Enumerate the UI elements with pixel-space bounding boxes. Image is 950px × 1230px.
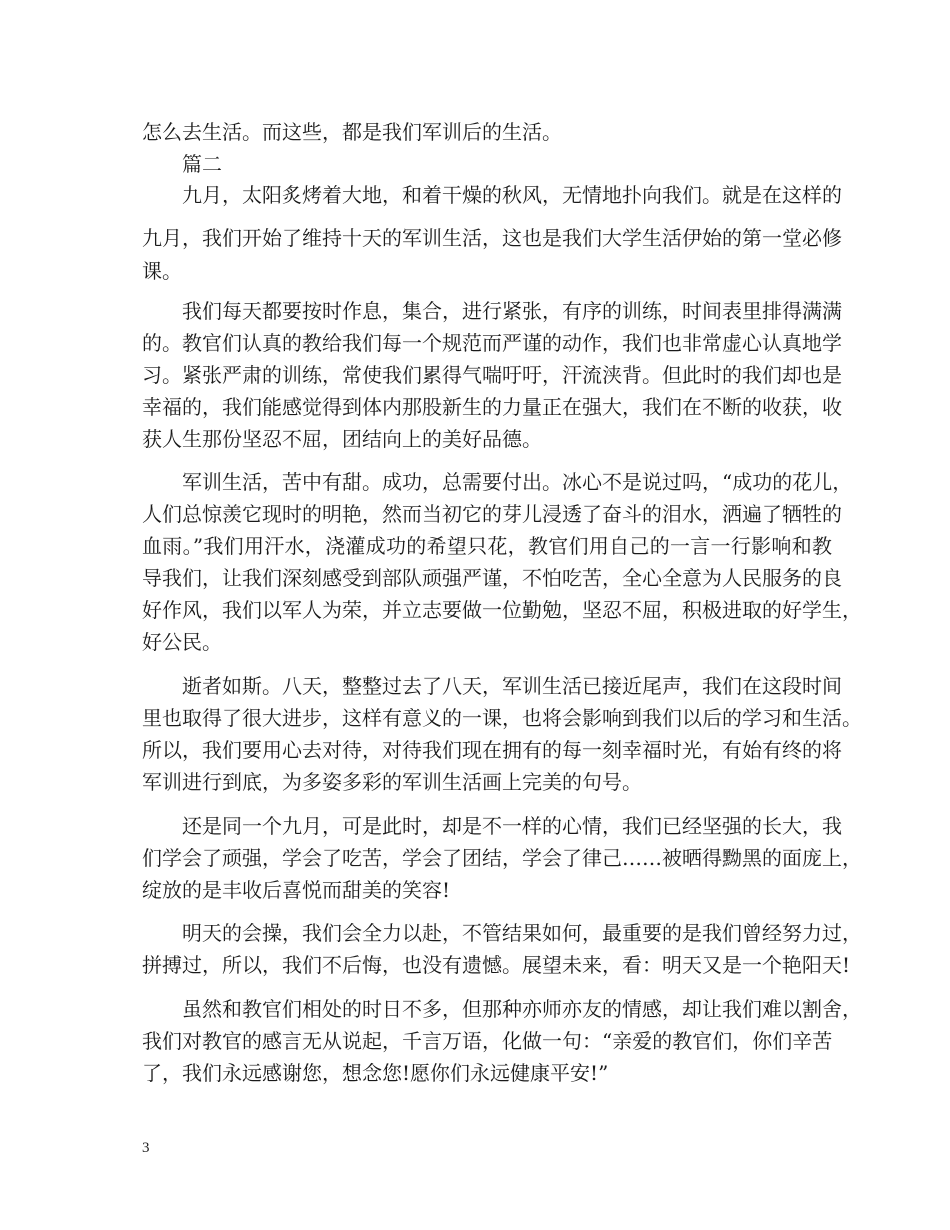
text-line: 里也取得了很大进步，这样有意义的一课，也将会影响到我们以后的学习和生活。 xyxy=(142,706,862,730)
text-line: 人们总惊羡它现时的明艳，然而当初它的芽儿浸透了奋斗的泪水，洒遍了牺牲的 xyxy=(142,502,842,526)
text-line: 导我们，让我们深刻感受到部队顽强严谨，不怕吃苦，全心全意为人民服务的良 xyxy=(142,566,842,590)
text-line: 获人生那份坚忍不屈，团结向上的美好品德。 xyxy=(142,427,542,451)
text-line: 血雨。”我们用汗水，浇灌成功的希望只花，教官们用自己的一言一行影响和教 xyxy=(142,534,832,558)
text-line: 虽然和教官们相处的时日不多，但那种亦师亦友的情感，却让我们难以割舍， xyxy=(182,997,862,1021)
text-line: 军训进行到底，为多姿多彩的军训生活画上完美的句号。 xyxy=(142,770,642,794)
text-line: 绽放的是丰收后喜悦而甜美的笑容! xyxy=(142,878,451,902)
text-line: 的。教官们认真的教给我们每一个规范而严谨的动作，我们也非常虚心认真地学 xyxy=(142,331,842,355)
text-line: 所以，我们要用心去对待，对待我们现在拥有的每一刻幸福时光，有始有终的将 xyxy=(142,738,842,762)
text-line: 还是同一个九月，可是此时，却是不一样的心情，我们已经坚强的长大，我 xyxy=(182,814,842,838)
text-line: 明天的会操，我们会全力以赴，不管结果如何，最重要的是我们曾经努力过， xyxy=(182,921,862,945)
text-line: 们学会了顽强，学会了吃苦，学会了团结，学会了律己……被晒得黝黑的面庞上， xyxy=(142,846,862,870)
text-line: 课。 xyxy=(142,259,182,283)
text-line: 幸福的，我们能感觉得到体内那股新生的力量正在强大，我们在不断的收获，收 xyxy=(142,395,842,419)
text-line: 篇二 xyxy=(182,152,222,176)
text-line: 了，我们永远感谢您，想念您!愿你们永远健康平安!” xyxy=(142,1061,609,1085)
text-line: 习。紧张严肃的训练，常使我们累得气喘吁吁，汗流浃背。但此时的我们却也是 xyxy=(142,363,842,387)
text-line: 拼搏过，所以，我们不后悔，也没有遗憾。展望未来，看：明天又是一个艳阳天! xyxy=(142,953,851,977)
text-line: 怎么去生活。而这些，都是我们军训后的生活。 xyxy=(142,120,562,144)
text-line: 九月，我们开始了维持十天的军训生活，这也是我们大学生活伊始的第一堂必修 xyxy=(142,226,842,250)
text-line: 军训生活，苦中有甜。成功，总需要付出。冰心不是说过吗，“成功的花儿， xyxy=(182,470,853,494)
page-number: 3 xyxy=(142,1140,150,1156)
text-line: 我们对教官的感言无从说起，千言万语，化做一句：“亲爱的教官们，你们辛苦 xyxy=(142,1029,833,1053)
text-line: 好公民。 xyxy=(142,630,222,654)
text-line: 我们每天都要按时作息，集合，进行紧张，有序的训练，时间表里排得满满 xyxy=(182,299,842,323)
text-line: 九月，太阳炙烤着大地，和着干燥的秋风，无情地扑向我们。就是在这样的 xyxy=(182,183,842,207)
text-line: 逝者如斯。八天，整整过去了八天，军训生活已接近尾声，我们在这段时间 xyxy=(182,674,842,698)
text-line: 好作风，我们以军人为荣，并立志要做一位勤勉，坚忍不屈，积极进取的好学生， xyxy=(142,598,862,622)
